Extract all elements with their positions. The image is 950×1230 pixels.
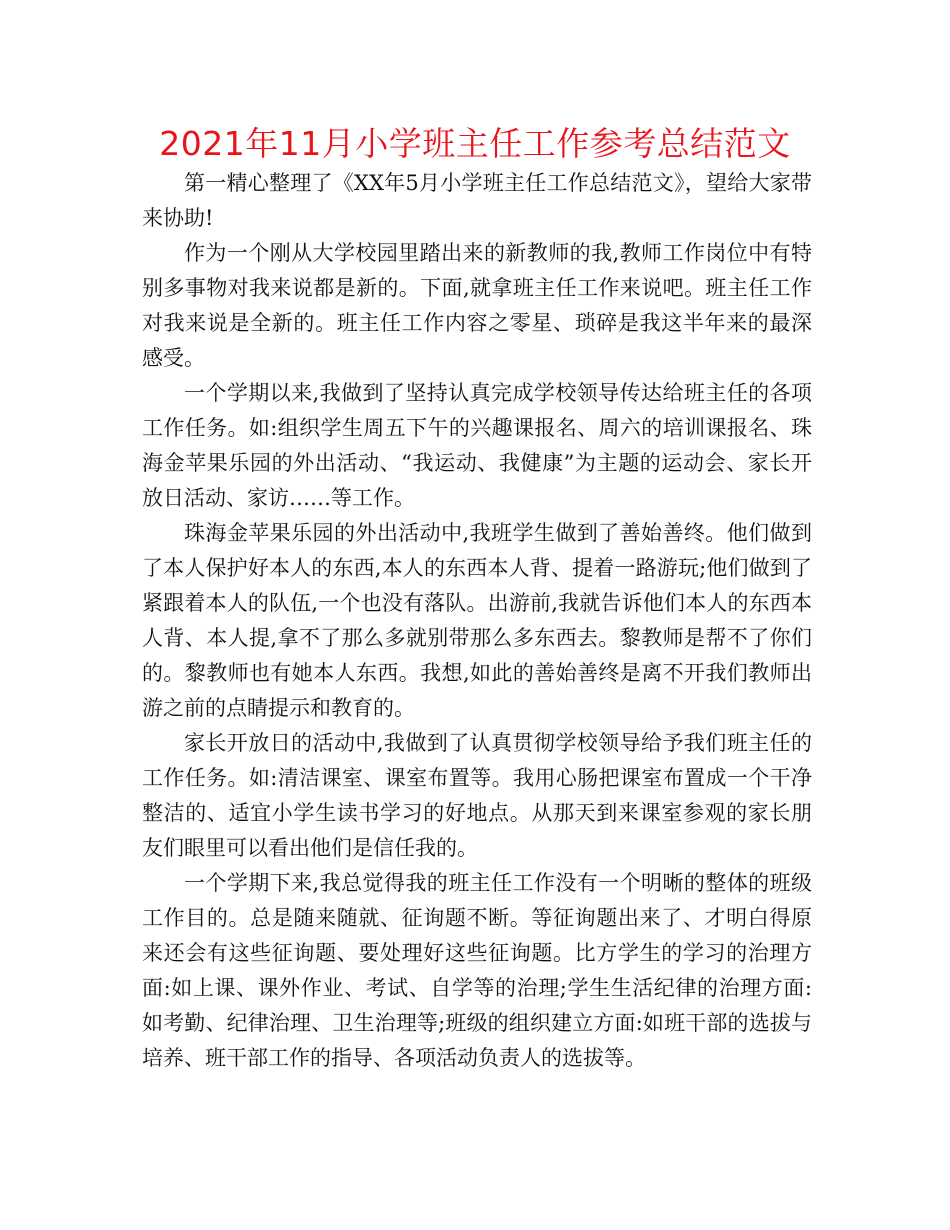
- document-body: [142, 166, 812, 1076]
- document-title: 2021年11月小学班主任工作参考总结范文: [159, 124, 791, 163]
- paragraph-outing: 珠海金苹果乐园的外出活动中,我班学生做到了善始善终。他们做到了本人保护好本人的东西,本人的东西本人背、提着一路游玩;他们做到了紧跟着本人的队伍,一个也没有落队。出游前,我就告诉他们本人的东西本人背、本人提,拿不了那么多就别带那么多东西去。黎教师是帮不了你们的。黎教师也有她本人东西。我想,如此的善始善终是离不开我们教师出游之前的点睛提示和教育的。: [142, 521, 812, 720]
- paragraph-reflection: 一个学期下来,我总觉得我的班主任工作没有一个明晰的整体的班级工作目的。总是随来随就、征询题不断。等征询题出来了、才明白得原来还会有这些征询题、要处理好这些征询题。比方学生的学习的治理方面:如上课、课外作业、考试、自学等的治理;学生生活纪律的治理方面:如考勤、纪律治理、卫生治理等;班级的组织建立方面:如班干部的选拔与培养、班干部工作的指导、各项活动负责人的选拔等。: [142, 871, 812, 1070]
- paragraph-open-day: 家长开放日的活动中,我做到了认真贯彻学校领导给予我们班主任的工作任务。如:清洁课室、课室布置等。我用心肠把课室布置成一个干净整洁的、适宜小学生读书学习的好地点。从那天到来课室参观的家长朋友们眼里可以看出他们是信任我的。: [142, 731, 812, 860]
- paragraph-semester-tasks: 一个学期以来,我做到了坚持认真完成学校领导传达给班主任的各项工作任务。如:组织学生周五下午的兴趣课报名、周六的培训课报名、珠海金苹果乐园的外出活动、“我运动、我健康”为主题的运动会、家长开放日活动、家访……等工作。: [142, 381, 812, 510]
- paragraph-new-teacher: 作为一个刚从大学校园里踏出来的新教师的我,教师工作岗位中有特别多事物对我来说都是新的。下面,就拿班主任工作来说吧。班主任工作对我来说是全新的。班主任工作内容之零星、琐碎是我这半年来的最深感受。: [142, 241, 812, 370]
- paragraph-intro: 第一精心整理了《XX年5月小学班主任工作总结范文》，望给大家带来协助!: [142, 171, 812, 230]
